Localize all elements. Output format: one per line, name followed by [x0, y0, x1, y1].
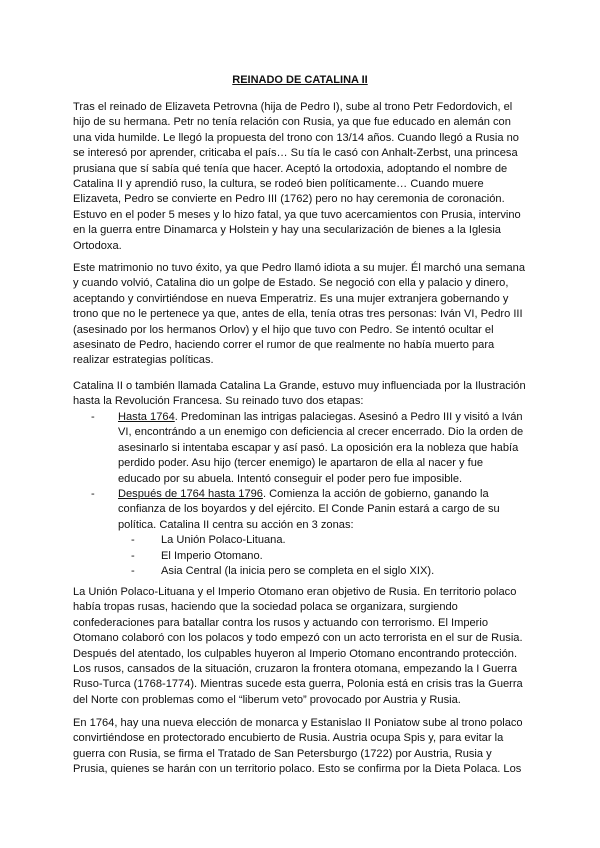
stage-text: . Comienza la acción de gobierno, ganando la confianza de los boyardos y del ejército. El Conde Panin estará a cargo de su política. Catalina II centra su acción en 3 zonas: [118, 488, 500, 531]
stage-heading: Hasta 1764 [118, 411, 175, 423]
zones-list [118, 533, 528, 579]
zone-text: La Unión Polaco-Lituana. [161, 534, 286, 547]
list-item [118, 533, 528, 548]
zone-text: El Imperio Otomano. [161, 549, 263, 562]
list-item [73, 410, 528, 487]
list-item [118, 564, 528, 579]
document-title: REINADO DE CATALINA II [232, 74, 368, 86]
paragraph-poland-ottoman: La Unión Polaco-Lituana y el Imperio Otomano eran objetivo de Rusia. En territorio polaco había tropas rusas, haciendo que la sociedad polaca se organizara, surgiendo confederaciones para batallar contra los rusos y actuando con terrorismo. El Imperio Otomano colaboró con los polacos y todo empezó con un acto terrorista en el sur de Rusia. Después del atentado, los culpables huyeron al Imperio Otomano encontrando protección. Los rusos, cansados de la situación, cruzaron la frontera otomana, empezando la I Guerra Ruso-Turca (1768-1774). Mientras sucede esta guerra, Polonia está en crisis tras la Guerra del Norte con problemas como el “liberum veto” provocado por Austria y Rusia. [73, 586, 523, 706]
reign-stages-list [73, 410, 533, 579]
paragraph-intro: Tras el reinado de Elizaveta Petrovna (hija de Pedro I), sube al trono Petr Fedordovich, el hijo de su hermana. Petr no tenía relación con Rusia, ya que fue educado en alemán con una vida humilde. Le llegó la propuesta del trono con 13/14 años. Cuando llegó a Rusia no se interesó por aprender, criticaba el país… Su tía le casó con Anhalt-Zerbst, una princesa prusiana que sí sabía qué tenía que hacer. Aceptó la ortodoxia, adoptando el nombre de Catalina II y aprendió ruso, la cultura, se rodeó bien políticamente… Cuando muere Elizaveta, Pedro se convierte en Pedro III (1762) pero no hay ceremonia de coronación. Estuvo en el poder 5 meses y lo hizo fatal, ya que tuvo acercamientos con Prusia, intervino en la guerra entre Dinamarca y Holstein y hay una secularización de bienes a la Iglesia Ortodoxa. [73, 101, 521, 252]
stage-heading: Después de 1764 hasta 1796 [118, 488, 263, 501]
list-bullet: - [131, 534, 135, 547]
stage-text: . Predominan las intrigas palaciegas. Asesinó a Pedro III y visitó a Iván VI, encontrándo a un enemigo con deficiencia al crecer encerrado. Dio la orden de asesinarlo si intentaba escapar y así pasó. La oposición era la nobleza que había perdido poder. Asu hijo (tercer enemigo) le apartaron de ella al nacer y fue educado por su abuela. Intentó conseguir el poder pero fue imposible. [118, 411, 524, 485]
paragraph-reign-stages: Catalina II o también llamada Catalina La Grande, estuvo muy influenciada por la Ilustración hasta la Revolución Francesa. Su reinado tuvo dos etapas: [73, 380, 526, 408]
paragraph-marriage: Este matrimonio no tuvo éxito, ya que Pedro llamó idiota a su mujer. Él marchó una semana y cuando volvió, Catalina dio un golpe de Estado. Se negoció con ella y palacio y dinero, aceptando y convirtiéndose en nueva Emperatriz. Es una mujer extranjera gobernando y trono que no le pertenece ya que, antes de ella, tenía otras tres personas: Iván VI, Pedro III (asesinado por los hermanos Orlov) y el hijo que tuvo con Pedro. Se intentó ocultar el asesinato de Pedro, haciendo correr el rumor de que realmente no había muerto para realizar estrategias políticas. [73, 262, 525, 367]
list-bullet: - [91, 411, 95, 423]
list-bullet: - [91, 488, 95, 501]
list-item [73, 487, 528, 579]
list-bullet: - [131, 549, 135, 562]
list-bullet: - [131, 565, 135, 578]
list-item [118, 549, 528, 564]
zone-text: Asia Central (la inicia pero se completa en el siglo XIX). [161, 565, 435, 578]
paragraph-1764-election: En 1764, hay una nueva elección de monarca y Estanislao II Poniatow sube al trono polaco convirtiéndose en protectorado encubierto de Rusia. Austria ocupa Spis y, para evitar la guerra con Rusia, se firma el Tratado de San Petersburgo (1722) por Austria, Rusia y Prusia, quienes se harán con un territorio polaco. Esto se confirma por la Dieta Polaca. Los [73, 717, 523, 776]
